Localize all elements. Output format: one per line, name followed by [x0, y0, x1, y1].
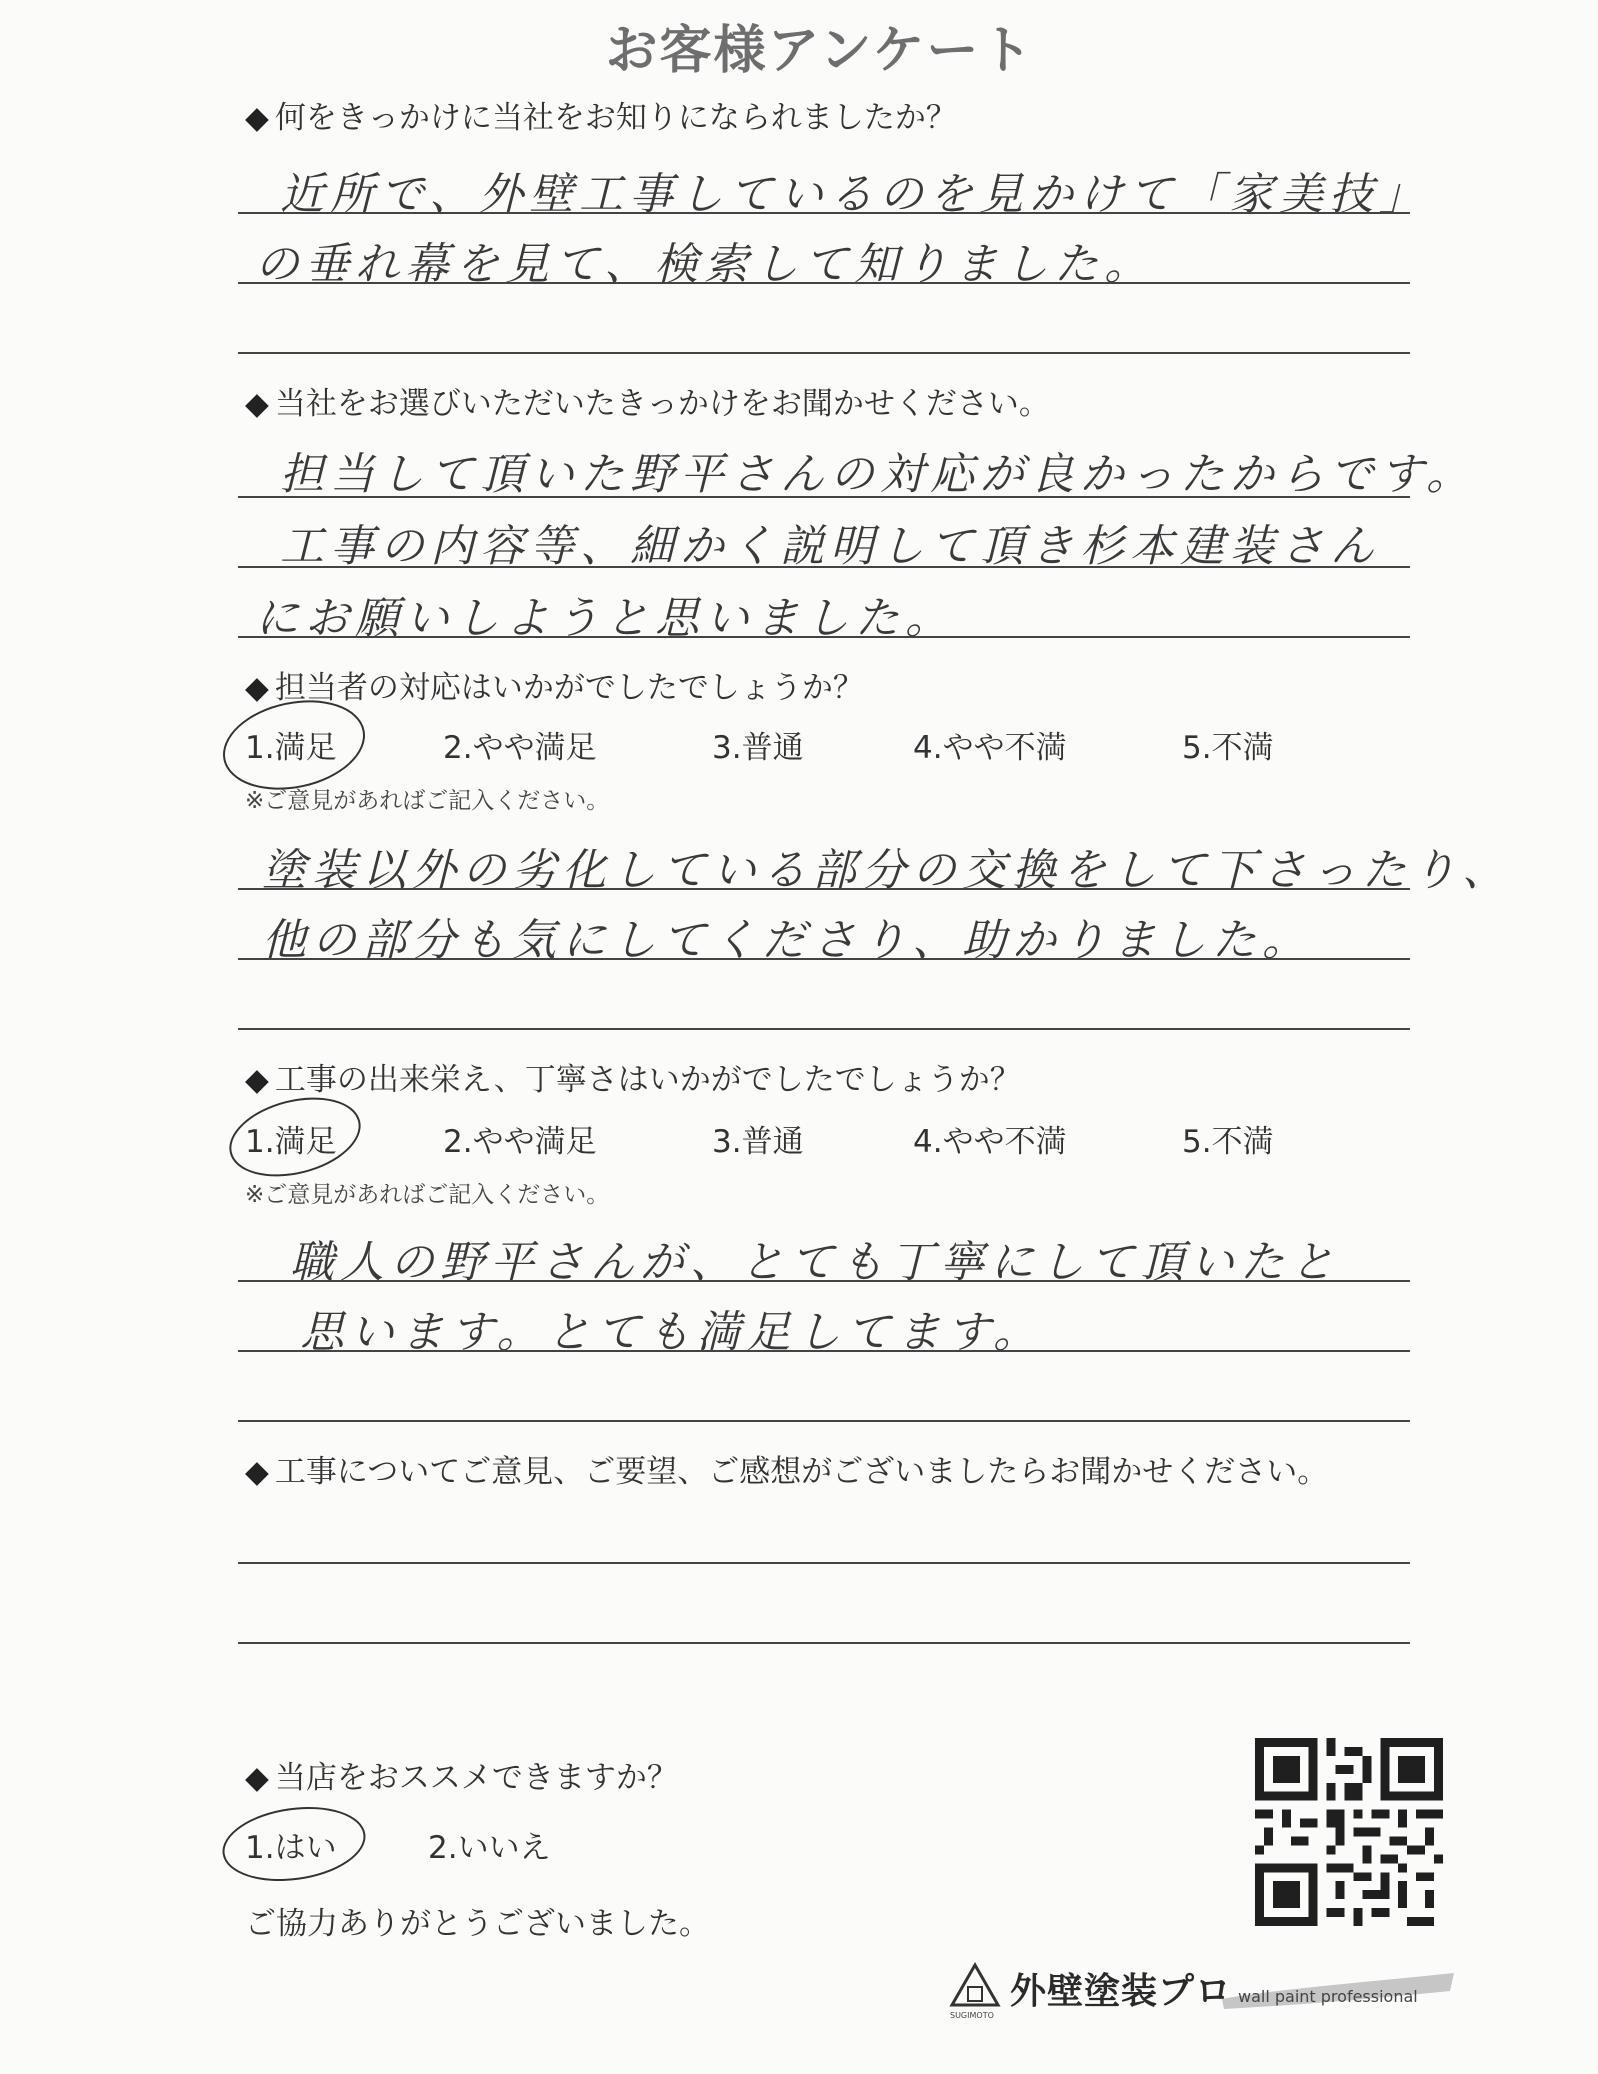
option-satisfied[interactable]: 1.満足	[245, 730, 337, 766]
answer-line	[238, 1562, 1410, 1564]
answer-line	[238, 282, 1410, 284]
diamond-bullet-icon: ◆	[245, 1062, 269, 1098]
qr-code-icon[interactable]	[1255, 1738, 1443, 1926]
option-satisfied[interactable]: 1.満足	[245, 1124, 337, 1160]
answer-line	[238, 636, 1410, 638]
logo-name: 外壁塗装プロ	[1010, 1971, 1233, 2012]
question-staff-response: ◆ 担当者の対応はいかがでしたでしょうか？	[245, 670, 864, 706]
diamond-bullet-icon: ◆	[245, 1454, 269, 1490]
page-title: お客様アンケート	[605, 21, 1035, 81]
option-somewhat-dissatisfied[interactable]: 4.やや不満	[913, 730, 1067, 766]
option-no[interactable]: 2.いいえ	[428, 1830, 551, 1866]
answer-line	[238, 566, 1410, 568]
option-dissatisfied[interactable]: 5.不満	[1182, 1124, 1274, 1160]
answer-4-line-1: 職人の野平さんが、とても丁寧にして頂いたと	[290, 1237, 1340, 1288]
answer-line	[238, 212, 1410, 214]
option-somewhat-satisfied[interactable]: 2.やや満足	[443, 730, 597, 766]
option-somewhat-satisfied[interactable]: 2.やや満足	[443, 1124, 597, 1160]
diamond-bullet-icon: ◆	[245, 386, 269, 422]
option-somewhat-dissatisfied[interactable]: 4.やや不満	[913, 1124, 1067, 1160]
answer-line	[238, 1350, 1410, 1352]
answer-line	[238, 888, 1410, 890]
logo-small-text: SUGIMOTO	[950, 2011, 994, 2020]
question-how-found: ◆ 何をきっかけに当社をお知りになられましたか？	[245, 100, 957, 136]
selected-circle-mark	[221, 1085, 369, 1189]
answer-3-line-1: 塗装以外の劣化している部分の交換をして下さったり、	[262, 845, 1512, 896]
answer-line	[238, 1642, 1410, 1644]
house-logo-icon	[948, 1961, 1002, 2011]
question-why-chose: ◆ 当社をお選びいただいたきっかけをお聞かせください。	[245, 386, 1050, 422]
answer-1-line-1: 近所で、外壁工事しているのを見かけて「家美技」	[280, 169, 1430, 220]
comment-note: ※ご意見があればご記入ください。	[245, 1182, 610, 1208]
diamond-bullet-icon: ◆	[245, 100, 269, 136]
question-recommend: ◆ 当店をおススメできますか？	[245, 1760, 678, 1796]
answer-line	[238, 496, 1410, 498]
option-dissatisfied[interactable]: 5.不満	[1182, 730, 1274, 766]
answer-2-line-3: にお願いしようと思いました。	[255, 593, 955, 644]
option-neutral[interactable]: 3.普通	[712, 730, 804, 766]
answer-line	[238, 1420, 1410, 1422]
comment-note: ※ご意見があればご記入ください。	[245, 788, 610, 814]
answer-line	[238, 958, 1410, 960]
diamond-bullet-icon: ◆	[245, 670, 269, 706]
answer-3-line-2: 他の部分も気にしてくださり、助かりました。	[262, 915, 1312, 966]
option-yes[interactable]: 1.はい	[245, 1830, 337, 1866]
answer-4-line-2: 思います。とても満足してます。	[300, 1307, 1043, 1358]
option-neutral[interactable]: 3.普通	[712, 1124, 804, 1160]
closing-message: ご協力ありがとうございました。	[245, 1906, 710, 1942]
company-logo	[948, 1955, 1468, 2025]
diamond-bullet-icon: ◆	[245, 1760, 269, 1796]
logo-tagline: wall paint professional	[1238, 1987, 1418, 2006]
selected-circle-mark	[218, 1798, 371, 1889]
question-work-quality: ◆ 工事の出来栄え、丁寧さはいかがでしたでしょうか？	[245, 1062, 1021, 1098]
answer-line	[238, 352, 1410, 354]
answer-1-line-2: の垂れ幕を見て、検索して知りました。	[255, 239, 1155, 290]
answer-2-line-2: 工事の内容等、細かく説明して頂き杉本建装さん	[280, 521, 1380, 572]
answer-line	[238, 1280, 1410, 1282]
question-comments: ◆ 工事についてご意見、ご要望、ご感想がございましたらお聞かせください。	[245, 1454, 1329, 1490]
answer-line	[238, 1028, 1410, 1030]
answer-2-line-1: 担当して頂いた野平さんの対応が良かったからです。	[280, 449, 1477, 500]
